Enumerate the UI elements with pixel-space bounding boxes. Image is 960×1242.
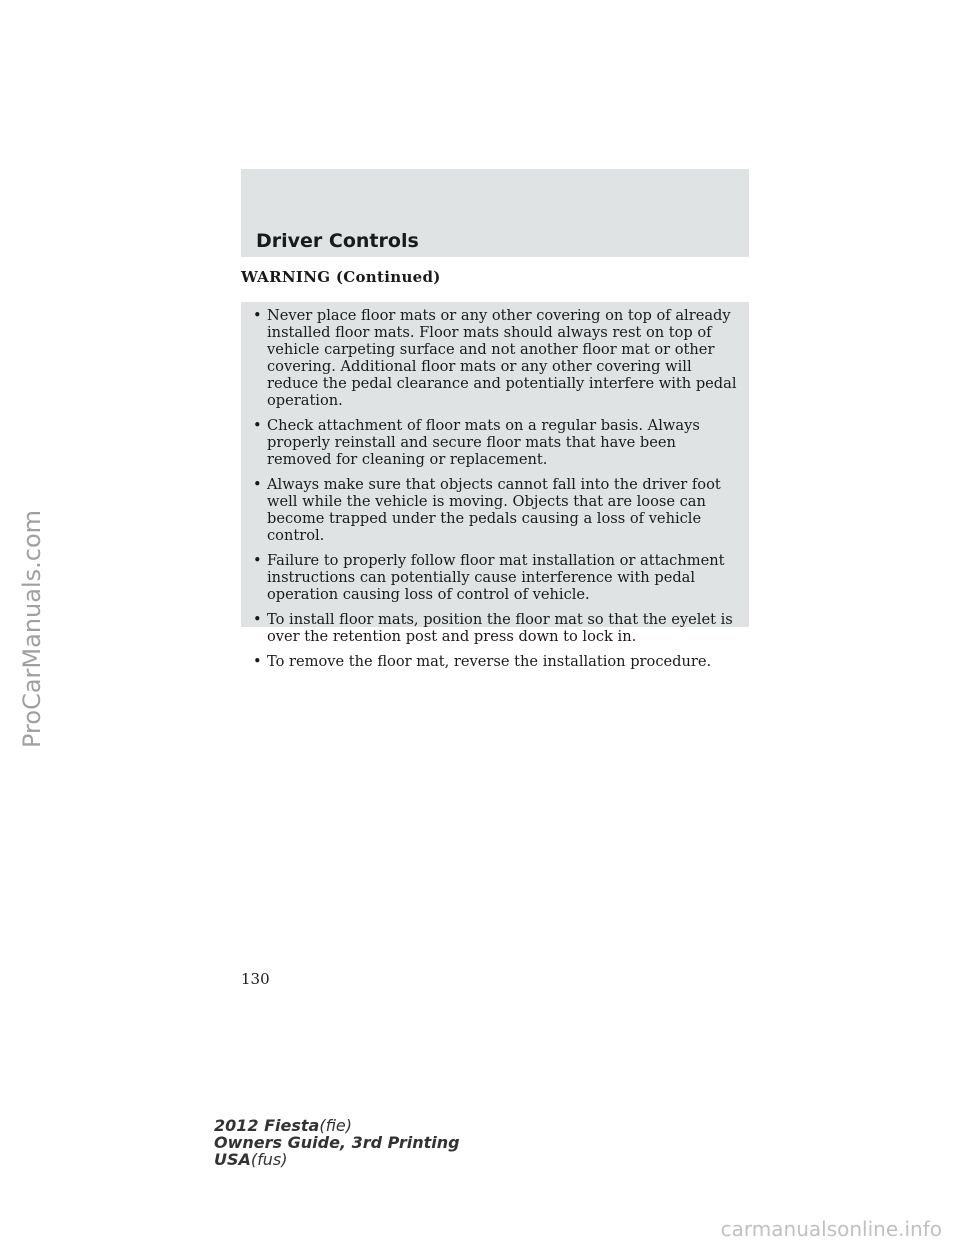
footer-market-line — [214, 1151, 460, 1168]
warning-item-text: Always make sure that objects cannot fall into the driver foot well while the vehicle is moving. Objects that are loose can become trapped under the pedals causing a loss of vehicle control. — [267, 476, 721, 544]
bullet-icon: • — [253, 476, 262, 493]
warning-item-text: Never place floor mats or any other covering on top of already installed floor mats. Floor mats should always rest on top of vehicle carpeting surface and not another floor mat or other covering. Additional floor mats or any other covering will reduce the pedal clearance and potentially interfere with pedal operation. — [267, 307, 737, 409]
document-footer — [214, 1117, 460, 1168]
side-watermark: ProCarManuals.com — [18, 509, 46, 748]
page-number: 130 — [241, 970, 270, 988]
bullet-icon: • — [253, 417, 262, 434]
footer-model-code: (fie) — [319, 1116, 353, 1135]
footer-model-line — [214, 1117, 460, 1134]
footer-guide-line — [214, 1134, 460, 1151]
footer-model: 2012 Fiesta — [214, 1116, 320, 1135]
warning-item — [253, 653, 737, 670]
section-header-band — [241, 169, 749, 257]
warning-continued-label: WARNING (Continued) — [241, 268, 441, 286]
warning-item-text: To remove the floor mat, reverse the installation procedure. — [267, 653, 712, 670]
warning-item-text: Failure to properly follow floor mat installation or attachment instructions can potentially cause interference with pedal operation causing loss of control of vehicle. — [267, 552, 725, 603]
warning-box — [241, 302, 749, 670]
warning-item — [253, 552, 737, 603]
warning-item-text: Check attachment of floor mats on a regular basis. Always properly reinstall and secure floor mats that have been removed for cleaning or replacement. — [267, 417, 700, 468]
section-title: Driver Controls — [256, 230, 419, 252]
warning-item — [253, 417, 737, 468]
bullet-icon: • — [253, 653, 262, 670]
warning-item — [253, 476, 737, 544]
warning-item — [253, 611, 737, 645]
footer-market-code: (fus) — [250, 1150, 288, 1169]
footer-guide: Owners Guide, 3rd Printing — [214, 1133, 460, 1152]
bullet-icon: • — [253, 611, 262, 628]
warning-item — [253, 307, 737, 409]
footer-market: USA — [214, 1150, 251, 1169]
warning-item-text: To install floor mats, position the floor mat so that the eyelet is over the retention post and press down to lock in. — [267, 611, 733, 645]
warning-list — [253, 307, 737, 670]
bullet-icon: • — [253, 307, 262, 324]
bottom-watermark: carmanualsonline.info — [720, 1217, 942, 1241]
bullet-icon: • — [253, 552, 262, 569]
